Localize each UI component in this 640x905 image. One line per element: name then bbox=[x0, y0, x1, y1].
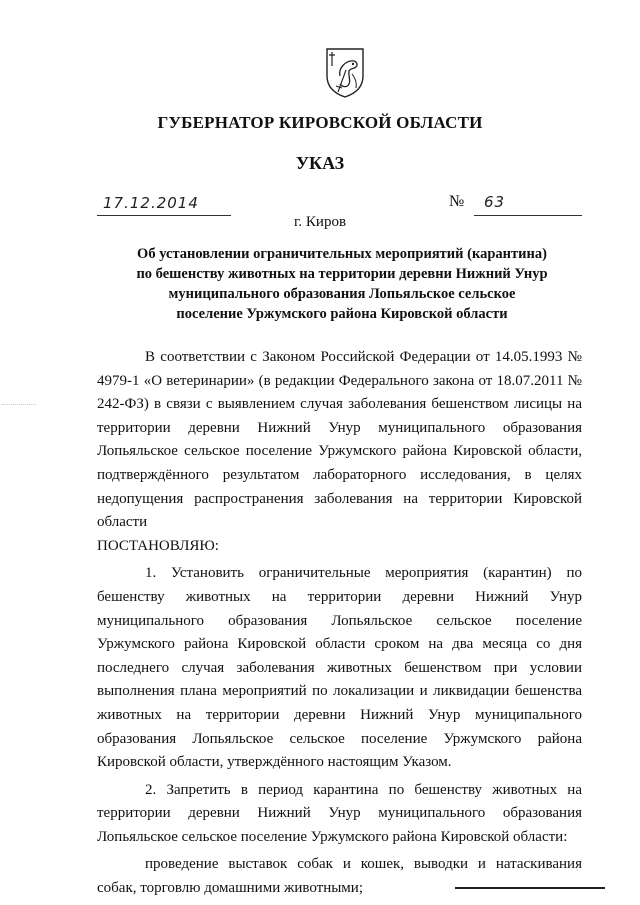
number-label: № bbox=[449, 193, 465, 210]
coat-of-arms-icon bbox=[324, 46, 366, 98]
document-title bbox=[100, 244, 584, 324]
title-line: поселение Уржумского района Кировской области bbox=[176, 306, 508, 322]
document-body bbox=[97, 346, 582, 901]
footer-rule bbox=[455, 887, 605, 889]
issuing-authority-heading: ГУБЕРНАТОР КИРОВСКОЙ ОБЛАСТИ bbox=[157, 113, 483, 132]
handwritten-number: 63 bbox=[484, 193, 506, 211]
document-type-heading: УКАЗ bbox=[295, 153, 345, 173]
title-line: муниципального образования Лопьяльское сельское bbox=[168, 286, 516, 302]
number-field bbox=[474, 193, 582, 216]
item-1-paragraph: 1. Установить ограничительные мероприятия (карантин) по бешенству животных на территории деревни Нижний Унур муниципального образования Лопьяльское сельское поселение Уржумского района Кировской области сроком на два месяца со дня последнего случая заболевания животных бешенством при условии выполнения плана мероприятий по локализации и ликвидации бешенства животных на территории деревни Нижний Унур муниципального образования Лопьяльское сельское поселение Уржумского района Кировской области, утверждённого настоящим Указом. bbox=[97, 565, 582, 771]
handwritten-date: 17.12.2014 bbox=[103, 194, 199, 212]
city-line: г. Киров bbox=[293, 214, 347, 230]
date-field bbox=[97, 193, 231, 216]
preamble-paragraph: В соответствии с Законом Российской Федерации от 14.05.1993 № 4979-1 «О ветеринарии» (в редакции Федерального закона от 18.07.2011 № 242-ФЗ) в связи с выявлением случая заболевания бешенством лисицы на территории деревни Нижний Унур муниципального образования Лопьяльское сельское поселение Уржумского района Кировской области, подтверждённого результатом лабораторного исследования, в целях недопущения распространения заболевания на территории Кировской области bbox=[97, 349, 582, 531]
title-line: Об установлении ограничительных мероприятий (карантина) bbox=[137, 246, 547, 262]
item-2-subitem-paragraph: проведение выставок собак и кошек, выводки и натаскивания собак, торговлю домашними животными; bbox=[97, 856, 582, 897]
resolve-clause: ПОСТАНОВЛЯЮ: bbox=[97, 537, 219, 554]
title-line: по бешенству животных на территории деревни Нижний Унур bbox=[136, 266, 548, 282]
item-2-paragraph: 2. Запретить в период карантина по бешенству животных на территории деревни Нижний Унур муниципального образования Лопьяльское сельское поселение Уржумского района Кировской области: bbox=[97, 781, 582, 845]
